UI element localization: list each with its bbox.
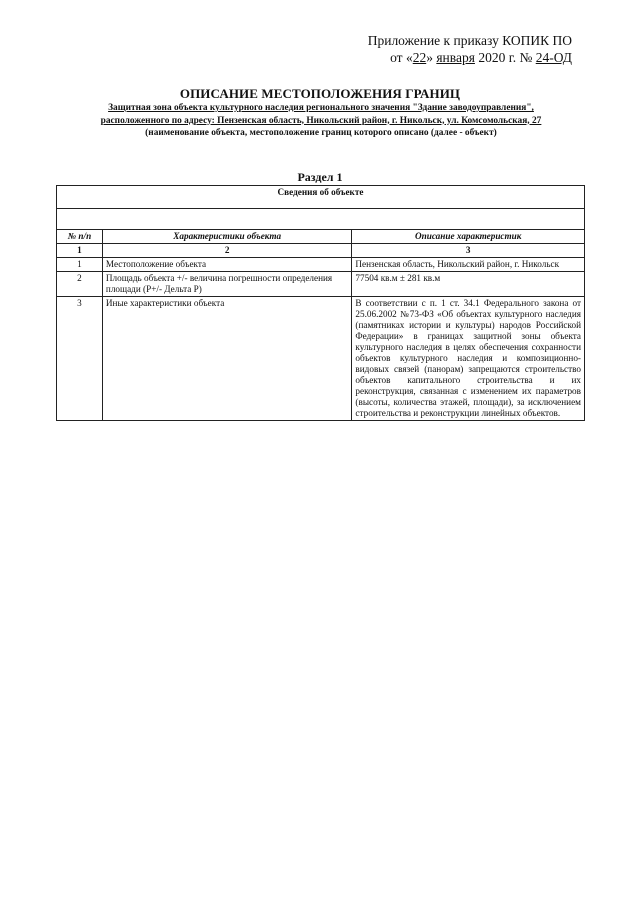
object-info-table (56, 185, 585, 421)
document-subtitle (56, 102, 586, 140)
table-empty-cell (57, 209, 585, 230)
table-row (57, 258, 585, 272)
section-title: Раздел 1 (297, 170, 343, 184)
row-num: 1 (57, 258, 103, 272)
row-characteristic: Местоположение объекта (102, 258, 352, 272)
column-number-1: 1 (57, 244, 103, 258)
table-row (57, 272, 585, 297)
row-characteristic: Площадь объекта +/- величина погрешности определения площади (P+/- Дельта P) (102, 272, 352, 297)
table-column-numbers-row (57, 244, 585, 258)
column-header-num: № п/п (57, 230, 103, 244)
column-header-characteristic: Характеристики объекта (102, 230, 352, 244)
table-header-row (57, 230, 585, 244)
order-number: 24-ОД (535, 50, 572, 65)
table-empty-row (57, 209, 585, 230)
column-number-2: 2 (102, 244, 352, 258)
appendix-line2 (368, 49, 572, 66)
row-num: 2 (57, 272, 103, 297)
document-title: ОПИСАНИЕ МЕСТОПОЛОЖЕНИЯ ГРАНИЦ (179, 86, 461, 101)
subtitle-line3: (наименование объекта, местоположение границ которого описано (далее - объект) (145, 128, 497, 138)
column-header-description: Описание характеристик (352, 230, 585, 244)
table-row (57, 297, 585, 421)
row-description: 77504 кв.м ± 281 кв.м (352, 272, 585, 297)
date-prefix: от « (390, 50, 413, 65)
date-mid: » (426, 50, 437, 65)
appendix-header (368, 32, 572, 66)
row-characteristic: Иные характеристики объекта (102, 297, 352, 421)
row-num: 3 (57, 297, 103, 421)
subtitle-line2: расположенного по адресу: Пензенская область, Никольский район, г. Никольск, ул. Комсомольская, 27 (100, 115, 542, 126)
column-number-3: 3 (352, 244, 585, 258)
appendix-line1: Приложение к приказу КОПИК ПО (367, 33, 572, 48)
row-description: В соответствии с п. 1 ст. 34.1 Федерального закона от 25.06.2002 №73-ФЗ «Об объектах культурного наследия (памятниках истории и культуры) народов Российской Федерации» в границах защитной зоны объекта культурного наследия в целях обеспечения сохранности объектов культурного наследия и композиционно-видовых связей (панорам) запрещаются строительство объектов капитального строительства и их реконструкция, связанная с изменением их параметров (высоты, количества этажей, площади), за исключением строительства и реконструкции линейных объектов. (352, 297, 585, 421)
subtitle-line1: Защитная зона объекта культурного наследия регионального значения "Здание заводоуправления", (108, 103, 534, 113)
table-caption-row (57, 186, 585, 209)
date-year: 2020 г. № (474, 50, 536, 65)
row-description: Пензенская область, Никольский район, г. Никольск (352, 258, 585, 272)
date-day: 22 (412, 50, 427, 65)
table-caption: Сведения об объекте (57, 186, 585, 209)
date-month: января (436, 50, 475, 65)
